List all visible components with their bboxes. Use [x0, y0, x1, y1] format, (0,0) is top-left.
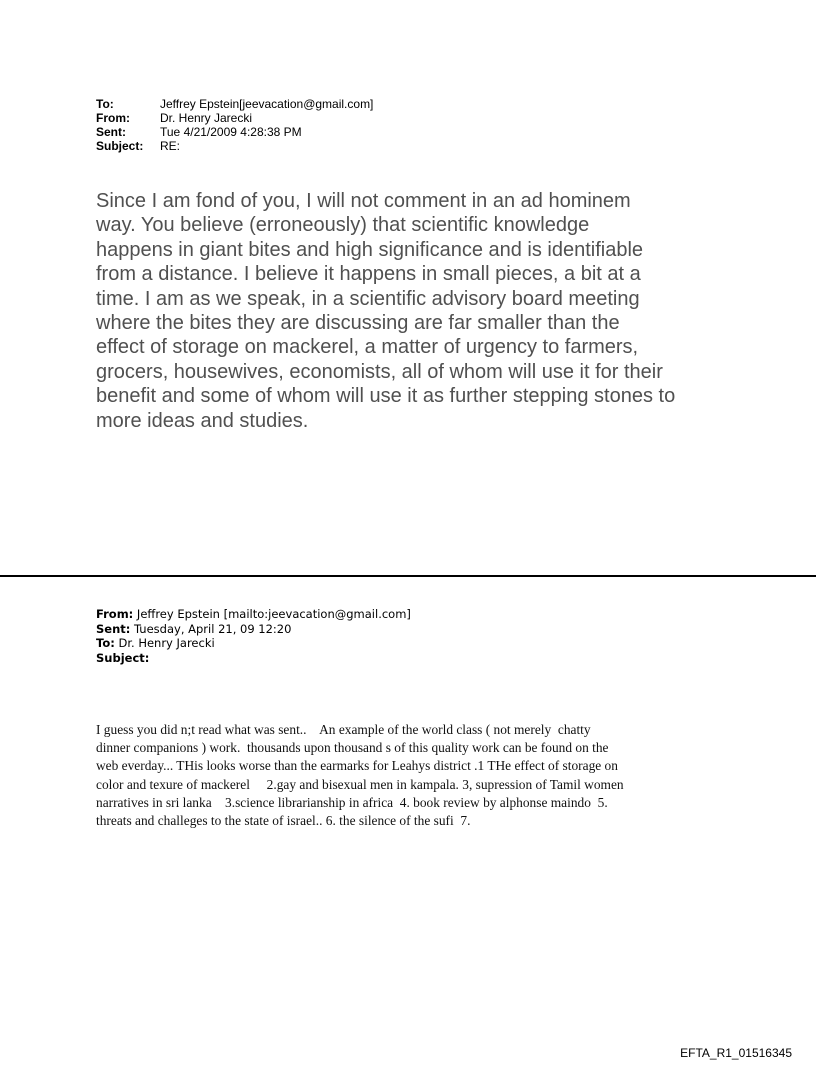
- orig-line: dinner companions ) work. thousands upon thousand s of this quality work can be found on the: [96, 740, 609, 756]
- orig-sent-value: Tuesday, April 21, 09 12:20: [130, 621, 292, 636]
- reply-line: benefit and some of whom will use it as further stepping stones to: [96, 385, 676, 408]
- orig-line: I guess you did n;t read what was sent.. An example of the world class ( not merely chatty: [96, 722, 591, 737]
- reply-line: more ideas and studies.: [96, 409, 309, 432]
- orig-line: web everday... THis looks worse than the earmarks for Leahys district .1 THe effect of storage on: [96, 758, 618, 774]
- orig-line: color and texure of mackerel 2.gay and bisexual men in kampala. 3, supression of Tamil women: [96, 776, 624, 792]
- orig-to-label: To:: [96, 636, 115, 651]
- orig-from-value: Jeffrey Epstein [mailto:jeevacation@gmail.com]: [133, 607, 411, 621]
- orig-from-label: From:: [96, 607, 134, 621]
- reply-line: where the bites they are discussing are far smaller than the: [96, 312, 620, 335]
- to-row: [96, 97, 373, 111]
- orig-subject-label: Subject:: [96, 650, 150, 665]
- reply-body: [96, 189, 756, 433]
- sent-label: Sent:: [96, 125, 126, 139]
- reply-line: way. You believe (erroneously) that scientific knowledge: [96, 214, 590, 237]
- from-row: [96, 111, 373, 125]
- subject-label: Subject:: [96, 139, 144, 153]
- sent-row: [96, 125, 373, 139]
- from-value: Dr. Henry Jarecki: [160, 111, 253, 125]
- sent-value: Tue 4/21/2009 4:28:38 PM: [160, 125, 302, 139]
- reply-line: effect of storage on mackerel, a matter of urgency to farmers,: [96, 336, 639, 359]
- orig-to-value: Dr. Henry Jarecki: [114, 636, 215, 651]
- subject-value: RE:: [160, 139, 181, 153]
- orig-sent-label: Sent:: [96, 621, 131, 636]
- original-body: [96, 721, 736, 830]
- reply-line: grocers, housewives, economists, all of whom will use it for their: [96, 360, 663, 383]
- document-id: EFTA_R1_01516345: [680, 1046, 792, 1060]
- original-header: [96, 607, 411, 665]
- orig-subject-row: [96, 651, 411, 666]
- orig-from-row: [96, 607, 411, 622]
- reply-line: Since I am fond of you, I will not comment in an ad hominem: [96, 190, 631, 212]
- from-label: From:: [96, 111, 130, 125]
- to-label: To:: [96, 97, 114, 111]
- reply-header: [96, 97, 373, 153]
- orig-to-row: [96, 636, 411, 651]
- reply-line: happens in giant bites and high significance and is identifiable: [96, 238, 644, 261]
- message-divider: [0, 575, 816, 577]
- orig-sent-row: [96, 622, 411, 637]
- subject-row: [96, 139, 373, 153]
- reply-line: time. I am as we speak, in a scientific advisory board meeting: [96, 287, 640, 310]
- reply-line: from a distance. I believe it happens in small pieces, a bit at a: [96, 263, 641, 286]
- orig-line: threats and challeges to the state of israel.. 6. the silence of the sufi 7.: [96, 813, 471, 829]
- to-value: Jeffrey Epstein[jeevacation@gmail.com]: [160, 97, 374, 111]
- orig-line: narratives in sri lanka 3.science librarianship in africa 4. book review by alphonse maindo 5.: [96, 794, 608, 810]
